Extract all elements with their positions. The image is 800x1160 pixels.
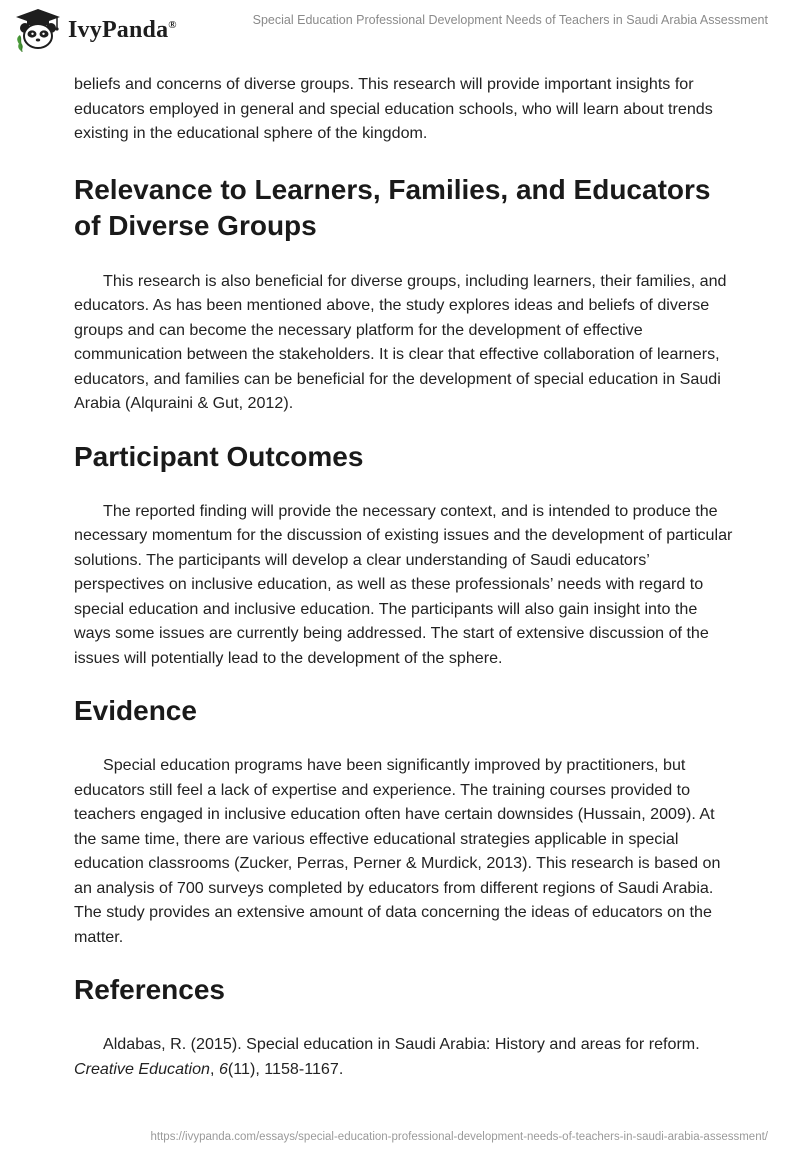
source-url-link[interactable]: https://ivypanda.com/essays/special-education-professional-development-needs-of-teachers-in-saudi-arabia-assessment/: [150, 1131, 768, 1143]
panda-graduate-icon: [14, 8, 62, 52]
heading-evidence: Evidence: [74, 695, 197, 726]
paragraph-evidence: Special education programs have been significantly improved by practitioners, but educators still feel a lack of expertise and experience. The training courses provided to teachers engaged in inclusive education often have certain downsides (Hussain, 2009). At the same time, there are various effective educational strategies applicable in special education classrooms (Zucker, Perras, Perner & Murdick, 2013). This research is based on an analysis of 700 surveys completed by educators from different regions of Saudi Arabia. The study provides an extensive amount of data concerning the ideas of educators on the matter.: [74, 756, 721, 946]
page-header: [0, 0, 800, 66]
reference-journal: Creative Education: [74, 1059, 210, 1078]
reference-entry: [74, 1032, 734, 1081]
reference-pages: (11), 1158-1167.: [227, 1059, 344, 1078]
registered-mark: ®: [168, 18, 177, 31]
heading-participant-outcomes: Participant Outcomes: [74, 440, 364, 472]
paragraph-participant-outcomes: The reported finding will provide the necessary context, and is intended to produce the necessary momentum for the discussion of existing issues and the development of particular solutions. The participants will develop a clear understanding of Saudi educators’ perspectives on inclusive education, as well as these professionals’ needs with regard to special education and inclusive education. The participants will also gain insight into the ways some issues are currently being addressed. The start of extensive discussion of the issues will potentially lead to the development of the sphere.: [74, 501, 733, 667]
paragraph-relevance: This research is also beneficial for diverse groups, including learners, their families, and educators. As has been mentioned above, the study explores ideas and beliefs of diverse groups and can become the necessary platform for the development of effective communication between the stakeholders. It is clear that effective collaboration of learners, educators, and families can be beneficial for the development of special education in Saudi Arabia (Alquraini & Gut, 2012).: [74, 271, 727, 412]
brand-name: IvyPanda®: [68, 16, 177, 43]
heading-references: References: [74, 974, 225, 1005]
ivypanda-logo[interactable]: [14, 8, 177, 52]
document-title: Special Education Professional Development Needs of Teachers in Saudi Arabia Assessment: [252, 13, 768, 27]
reference-citation: Aldabas, R. (2015). Special education in Saudi Arabia: History and areas for reform.: [103, 1035, 700, 1053]
reference-separator: ,: [209, 1059, 219, 1078]
essay-content: [74, 72, 734, 1081]
heading-relevance: Relevance to Learners, Families, and Educators of Diverse Groups: [74, 173, 711, 241]
reference-volume: 6: [218, 1059, 228, 1078]
intro-paragraph: beliefs and concerns of diverse groups. This research will provide important insights for educators employed in general and special education schools, who will learn about trends existing in the educational sphere of the kingdom.: [74, 75, 713, 142]
